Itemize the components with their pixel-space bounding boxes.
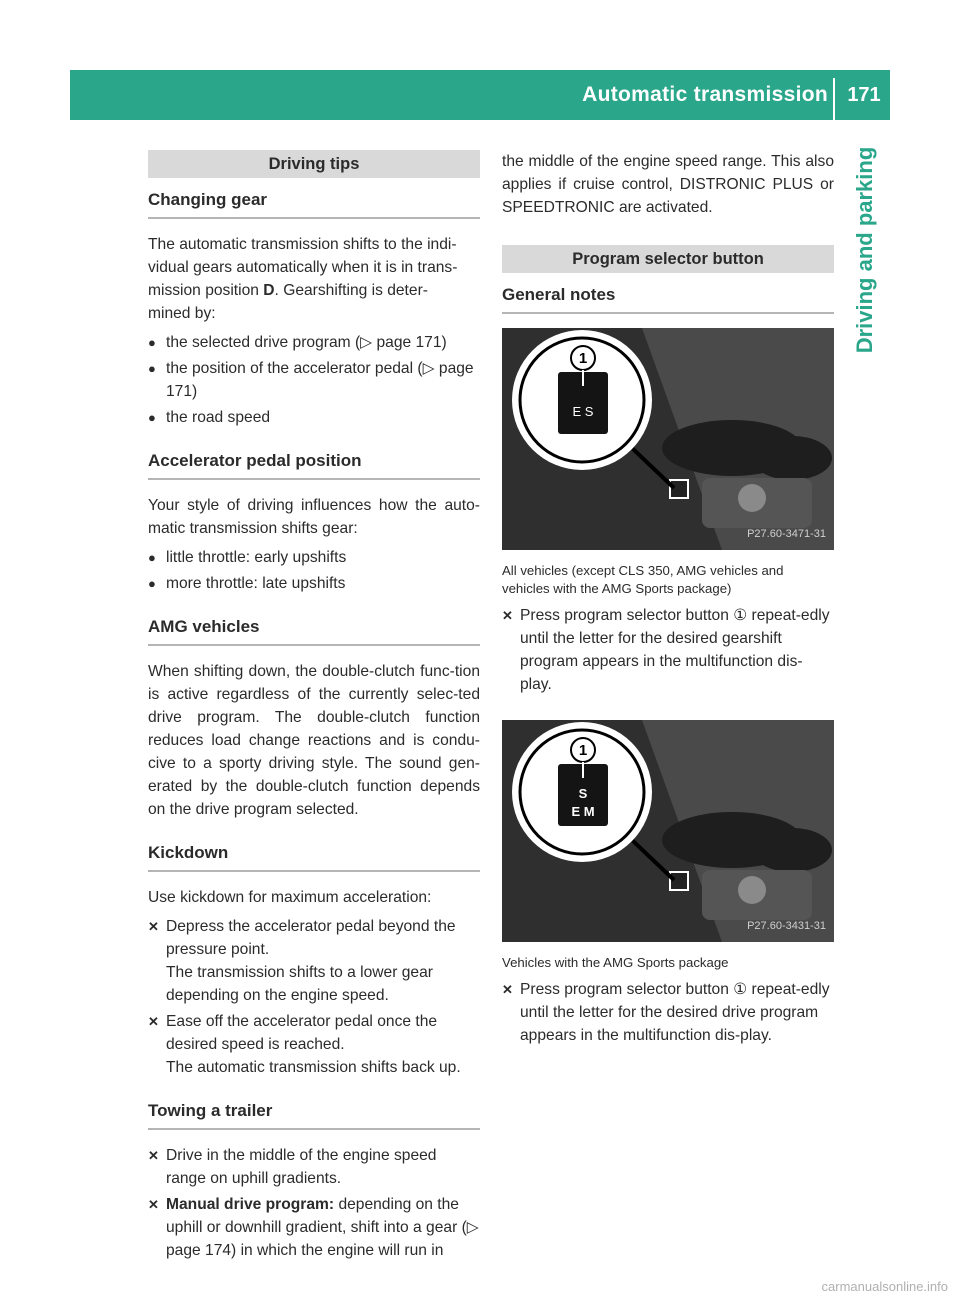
- callout-1: 1: [578, 350, 588, 367]
- heading-changing-gear: Changing gear: [148, 188, 480, 219]
- instruction-step: ✕ Ease off the accelerator pedal once the desired speed is reached. The automatic transmission shifts back up.: [148, 1013, 461, 1076]
- kickdown-paragraph: Use kickdown for maximum acceleration:: [148, 889, 432, 906]
- list-item: ● the position of the accelerator pedal (▷ page 171): [148, 360, 474, 400]
- instruction-step: ✕ Drive in the middle of the engine speed range on uphill gradients.: [148, 1147, 437, 1187]
- heading-kickdown: Kickdown: [148, 841, 480, 872]
- heading-general-notes: General notes: [502, 283, 834, 314]
- list-item: ● little throttle: early upshifts: [148, 549, 347, 566]
- selector-photo-1: [502, 328, 834, 550]
- heading-amg-vehicles: AMG vehicles: [148, 615, 480, 646]
- accelerator-paragraph: Your style of driving influences how the auto-matic transmission shifts gear:: [148, 497, 480, 537]
- section-title-driving-tips: Driving tips: [148, 150, 480, 178]
- list-item: ● the selected drive program (▷ page 171): [148, 334, 447, 351]
- heading-towing-a-trailer: Towing a trailer: [148, 1099, 480, 1130]
- selector-photo-2: [502, 720, 834, 942]
- page-number: 171: [847, 84, 881, 106]
- selector-letter-top: S: [578, 786, 588, 801]
- side-label: Driving and parking: [852, 146, 877, 354]
- console-illustration-2: [502, 720, 834, 942]
- list-item: ● the road speed: [148, 409, 271, 426]
- section-title-program-selector: Program selector button: [502, 245, 834, 273]
- image-code: P27.60-3431-31: [747, 920, 826, 932]
- continued-paragraph: the middle of the engine speed range. This also applies if cruise control, DISTRONIC PLUS or SPEEDTRONIC are activated.: [502, 153, 834, 216]
- instruction-step: ✕ Manual drive program: depending on the uphill or downhill gradient, shift into a gear (▷ page 174) in which the engine will run in: [148, 1196, 479, 1259]
- caption-2: Vehicles with the AMG Sports package: [502, 955, 729, 970]
- console-illustration-1: [502, 328, 834, 550]
- footer-watermark: carmanualsonline.info: [821, 1279, 948, 1294]
- instruction-step: ✕ Press program selector button ① repeat-edly until the letter for the desired gearshift program appears in the multifunction dis-play.: [502, 607, 830, 693]
- selector-letters: E S: [572, 404, 594, 419]
- instruction-step: ✕ Press program selector button ① repeat-edly until the letter for the desired drive program appears in the multifunction dis-play.: [502, 981, 830, 1044]
- right-column: [502, 150, 834, 1050]
- left-column: [148, 150, 480, 1265]
- heading-accelerator-pedal-position: Accelerator pedal position: [148, 449, 480, 480]
- chapter-title: Automatic transmission: [582, 83, 828, 106]
- list-item: ● more throttle: late upshifts: [148, 575, 346, 592]
- callout-1: 1: [578, 742, 588, 759]
- header-divider: [833, 78, 835, 120]
- image-code: P27.60-3471-31: [747, 528, 826, 540]
- changing-gear-paragraph: The automatic transmission shifts to the indi- vidual gears automatically when it is in trans- mission position D. Gearshifting is deter- mined by:: [148, 236, 458, 322]
- instruction-step: ✕ Depress the accelerator pedal beyond the pressure point. The transmission shifts to a lower gear depending on the engine speed.: [148, 918, 456, 1004]
- selector-letters-bottom: E M: [571, 804, 595, 819]
- amg-paragraph: When shifting down, the double-clutch func-tion is active regardless of the currently selec-ted drive program. The double-clutch function reduces load change reactions and is condu-cive to a sporty driving style. The sound gen-erated by the double-clutch function depends on the drive program selected.: [148, 663, 480, 818]
- caption-1: All vehicles (except CLS 350, AMG vehicles and vehicles with the AMG Sports package): [502, 563, 784, 596]
